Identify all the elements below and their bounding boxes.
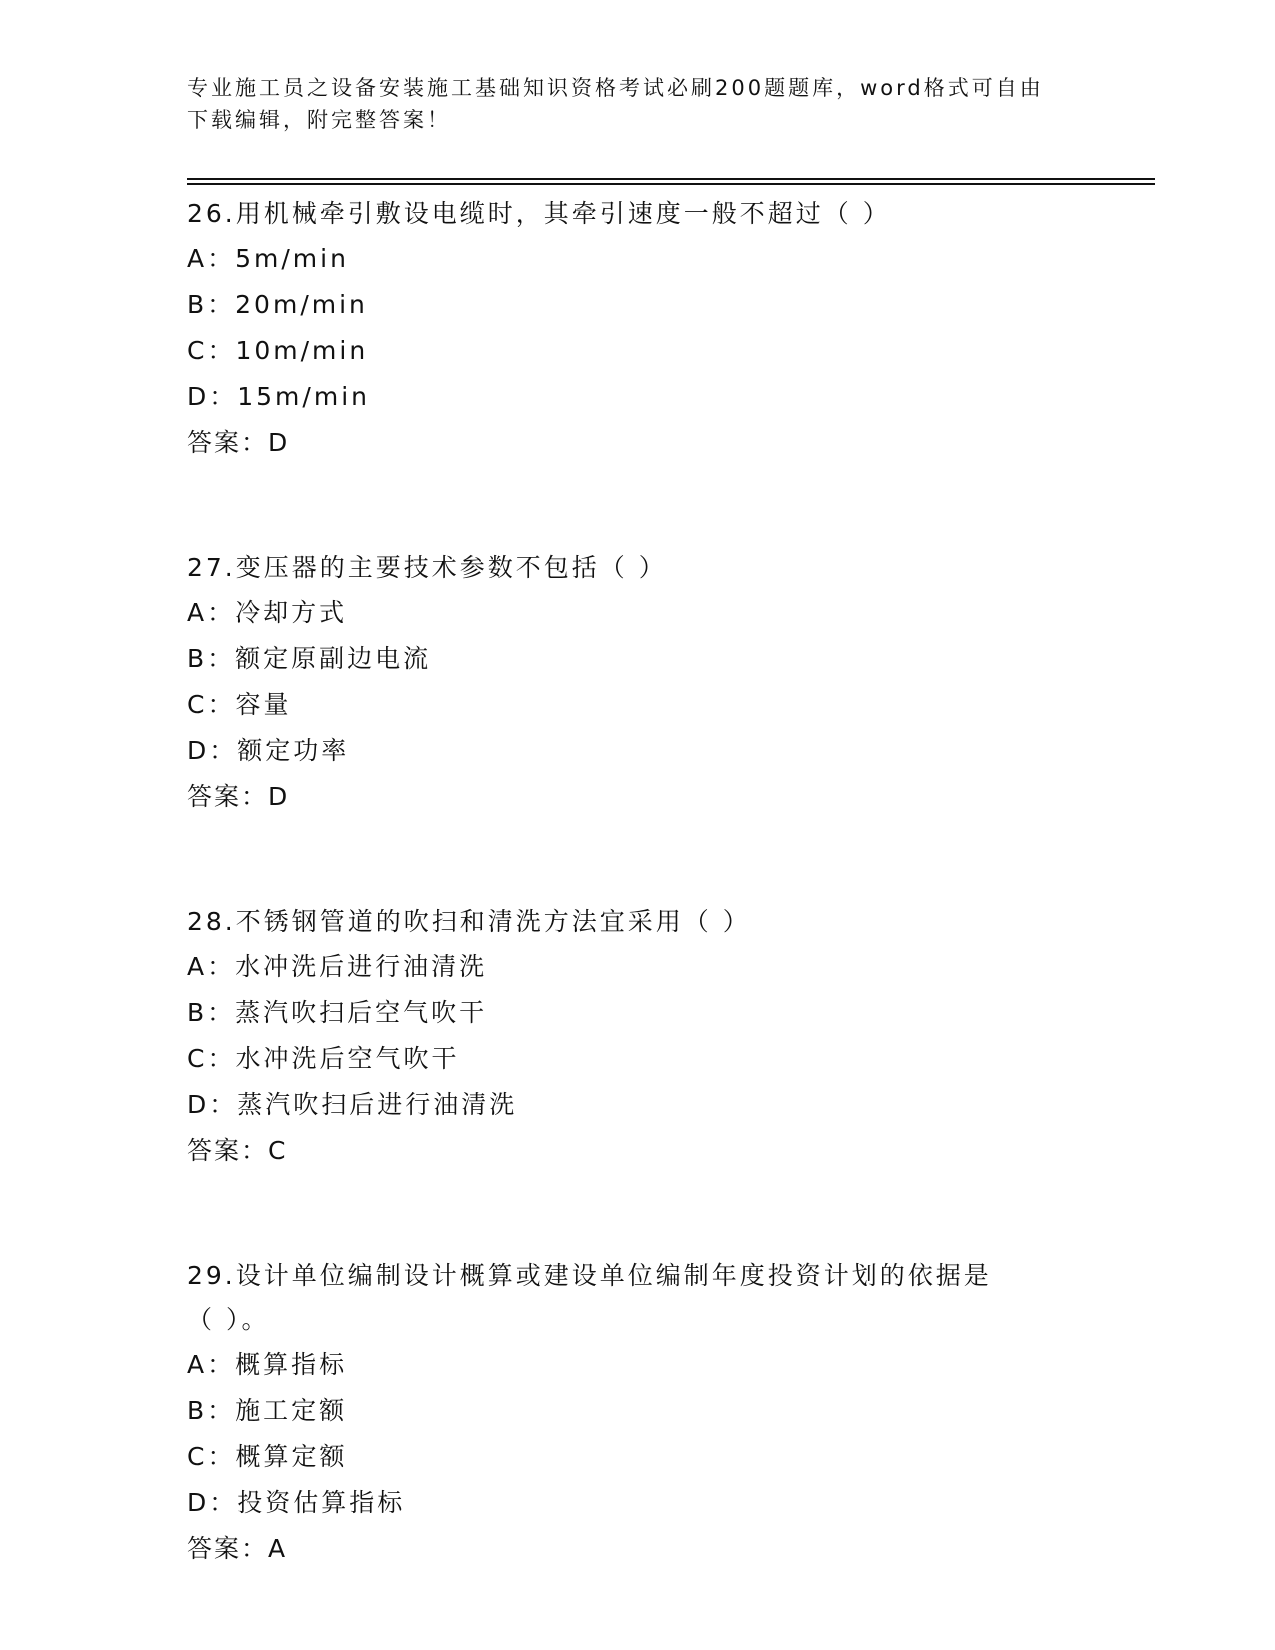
option-b: B：蒸汽吹扫后空气吹干 [187,998,488,1027]
question-stem: 26.用机械牵引敷设电缆时，其牵引速度一般不超过（ ） [187,199,891,228]
answer-label: 答案：D [187,428,290,457]
question-29 [187,1250,1087,1572]
option-c: C：容量 [187,690,292,719]
answer-label: 答案：C [187,1136,288,1165]
option-d: D：蒸汽吹扫后进行油清洗 [187,1090,518,1119]
header-text: 专业施工员之设备安装施工基础知识资格考试必刷200题题库，word格式可自由下载编辑，附完整答案！ [187,76,1044,132]
question-list [187,188,1087,1572]
option-a: A：冷却方式 [187,598,348,627]
spacer [187,820,1087,896]
option-c: C：概算定额 [187,1442,348,1471]
question-27 [187,542,1087,820]
question-26 [187,188,1087,466]
option-c: C：10m/min [187,336,369,365]
question-stem: 27.变压器的主要技术参数不包括（ ） [187,553,667,582]
option-b: B：施工定额 [187,1396,348,1425]
question-stem: 28.不锈钢管道的吹扫和清洗方法宜采用（ ） [187,907,751,936]
document-header [187,72,1067,136]
option-a: A：水冲洗后进行油清洗 [187,952,488,981]
option-b: B：20m/min [187,290,368,319]
option-c: C：水冲洗后空气吹干 [187,1044,460,1073]
option-d: D：额定功率 [187,736,350,765]
question-28 [187,896,1087,1174]
spacer [187,466,1087,542]
header-divider-bottom [187,183,1155,185]
spacer [187,1174,1087,1250]
answer-label: 答案：D [187,782,290,811]
option-a: A：概算指标 [187,1350,348,1379]
option-b: B：额定原副边电流 [187,644,432,673]
option-d: D：15m/min [187,382,370,411]
option-d: D：投资估算指标 [187,1488,406,1517]
question-stem: 29.设计单位编制设计概算或建设单位编制年度投资计划的依据是（ ）。 [187,1261,992,1334]
header-divider-top [187,178,1155,180]
answer-label: 答案：A [187,1534,288,1563]
option-a: A：5m/min [187,244,349,273]
